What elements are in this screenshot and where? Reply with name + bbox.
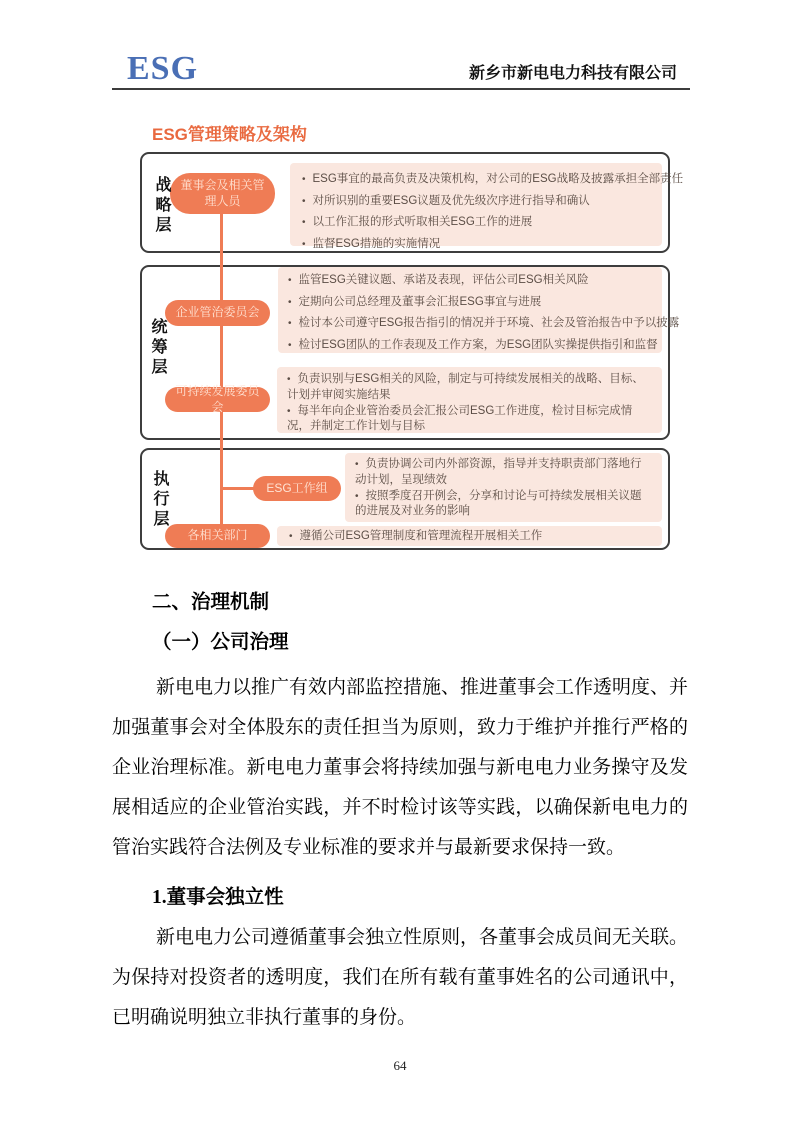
- bullet-item: • 对所识别的重要ESG议题及优先级次序进行指导和确认: [302, 191, 650, 213]
- page-number: 64: [393, 1058, 407, 1073]
- bullet-item: • ESG事宜的最高负责及决策机构，对公司的ESG战略及披露承担全部责任: [302, 169, 650, 191]
- diagram-title: ESG管理策略及架构: [152, 125, 307, 144]
- bullet-item: • 以工作汇报的形式听取相关ESG工作的进展: [302, 212, 650, 234]
- pill-governance-committee: 企业管治委员会: [165, 300, 270, 326]
- bullets-sustainability-committee: [277, 367, 662, 433]
- pill-esg-workgroup: ESG工作组: [253, 476, 341, 501]
- company-name: 新乡市新电电力科技有限公司: [468, 65, 677, 82]
- bullet-item: • 定期向公司总经理及董事会汇报ESG事宜与进展: [288, 292, 652, 314]
- section-heading-governance-mechanism: 二、治理机制: [152, 592, 270, 613]
- paragraph-governance: 新电电力以推广有效内部监控措施、推进董事会工作透明度、并加强董事会对全体股东的责任担当为原则，致力于维护并推行严格的企业治理标准。新电电力董事会将持续加强与新电电力业务操守及发展相适应的企业管治实践，并不时检讨该等实践，以确保新电电力的管治实践符合法例及专业标准的要求并与最新要求保持一致。: [112, 677, 689, 858]
- bullet-item: • 监督ESG措施的实施情况: [302, 234, 650, 256]
- bullet-item: • 检讨本公司遵守ESG报告指引的情况并于环境、社会及管治报告中予以披露: [288, 313, 652, 335]
- header-divider: [112, 88, 690, 90]
- paragraph-independence: 新电电力公司遵循董事会独立性原则，各董事会成员间无关联。为保持对投资者的透明度，我们在所有载有董事姓名的公司通讯中，已明确说明独立非执行董事的身份。: [112, 927, 689, 1028]
- sub-heading-board-independence: 1.董事会独立性: [152, 887, 284, 908]
- connector-horizontal-line: [222, 487, 254, 490]
- bullet-item: • 按照季度召开例会，分享和讨论与可持续发展相关议题的进展及对业务的影响: [355, 489, 652, 521]
- bullet-item: • 监管ESG关键议题、承诺及表现，评估公司ESG相关风险: [288, 270, 652, 292]
- bullets-board-management: [290, 163, 684, 251]
- pill-related-departments: 各相关部门: [165, 524, 270, 548]
- bullet-item: • 遵循公司ESG管理制度和管理流程开展相关工作: [289, 526, 650, 547]
- layer-label-coordination: 统筹层: [149, 318, 166, 378]
- bullets-esg-workgroup: [345, 453, 662, 522]
- layer-label-execution: 执行层: [151, 470, 168, 530]
- bullet-item: • 负责识别与ESG相关的风险，制定与可持续发展相关的战略、目标、计划并审阅实施结果: [287, 372, 652, 404]
- pill-board-management: 董事会及相关管理人员: [170, 173, 275, 214]
- connector-vertical-line: [220, 213, 223, 526]
- sub-heading-corporate-governance: （一）公司治理: [152, 632, 289, 653]
- bullet-item: • 检讨ESG团队的工作表现及工作方案，为ESG团队实操提供指引和监督: [288, 335, 652, 357]
- esg-logo: ESG: [127, 50, 199, 87]
- pill-sustainability-committee: 可持续发展委员会: [165, 387, 270, 412]
- layer-label-strategy: 战略层: [153, 176, 170, 236]
- bullets-related-departments: [277, 526, 662, 546]
- bullets-governance-committee: [278, 267, 680, 353]
- bullet-item: • 负责协调公司内外部资源，指导并支持职责部门落地行动计划，呈现绩效: [355, 457, 652, 489]
- bullet-item: • 每半年向企业管治委员会汇报公司ESG工作进度，检讨目标完成情况，并制定工作计划与目标: [287, 404, 652, 436]
- document-body: [112, 583, 688, 1038]
